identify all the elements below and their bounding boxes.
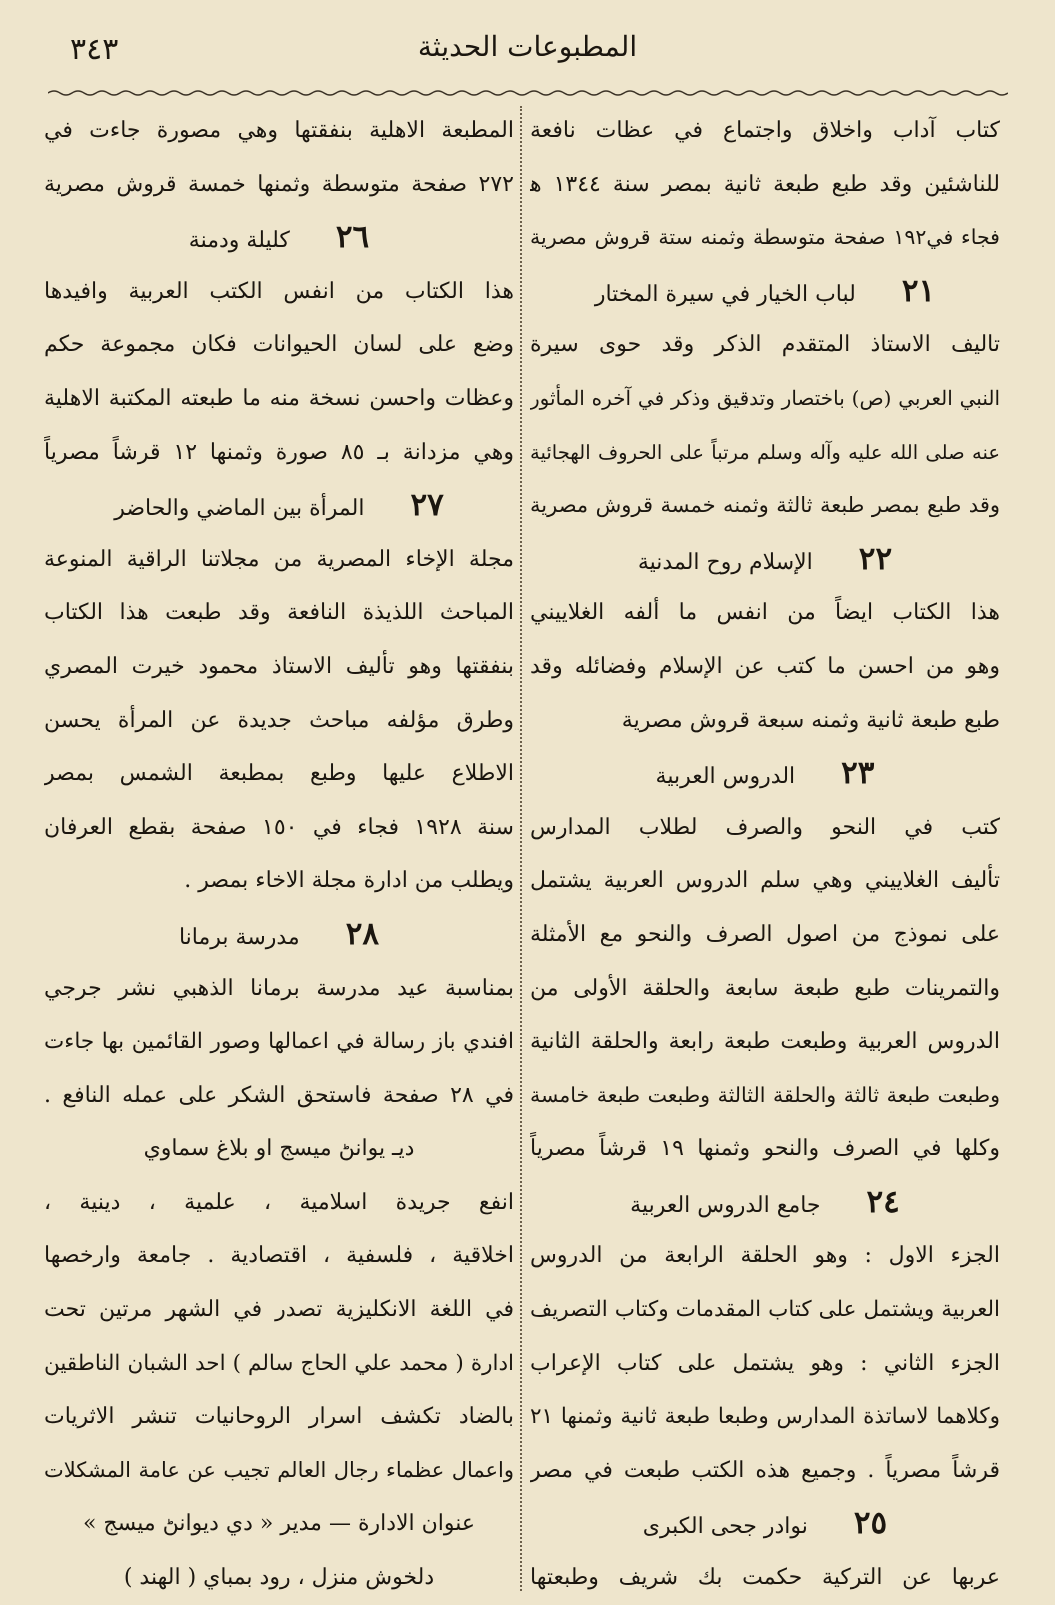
text-line: وقد طبع بمصر طبعة ثالثة وثمنه خمسة قروش مصرية <box>530 493 1000 518</box>
text-line: قرشاً مصرياً . وجميع هذه الكتب طبعت في مصر <box>530 1457 1000 1483</box>
column-divider <box>520 106 522 1591</box>
entry-number: ٢٤ <box>866 1183 900 1220</box>
entry-number: ٢٢ <box>858 540 893 577</box>
text-line: فجاء في١٩٢ صفحة متوسطة وثمنه ستة قروش مصرية <box>530 225 1000 250</box>
column-right <box>530 104 1000 1594</box>
text-line: هذا الكتاب من انفس الكتب العربية وافيدها <box>44 278 514 304</box>
entry-heading <box>530 265 1000 319</box>
text-line: بالضاد تكشف اسرار الروحانيات تنشر الاثريات <box>44 1404 514 1430</box>
entry-number: ٢٧ <box>410 487 444 524</box>
text-line: سنة ١٩٢٨ فجاء في ١٥٠ صفحة بقطع العرفان <box>44 814 514 840</box>
entry-number: ٢٦ <box>335 219 370 256</box>
text-line: عربها عن التركية حكمت بك شريف وطبعتها <box>530 1565 1000 1591</box>
text-line: ادارة ( محمد علي الحاج سالم ) احد الشبان الناطقين <box>44 1350 514 1376</box>
entry-title: الدروس العربية <box>655 764 796 790</box>
entry-heading <box>530 1176 1000 1230</box>
entry-number: ٢١ <box>901 272 936 309</box>
entry-heading <box>530 1497 1000 1551</box>
header-rule <box>48 88 1008 98</box>
entry-title: جامع الدروس العربية <box>630 1192 821 1218</box>
text-line: العربية ويشتمل على كتاب المقدمات وكتاب التصريف <box>530 1297 1000 1323</box>
text-line: وهو من احسن ما كتب عن الإسلام وفضائله وقد <box>530 653 1000 679</box>
text-line: والتمرينات طبع طبعة سابعة والحلقة الأولى من <box>530 975 1000 1001</box>
entry-heading <box>530 747 1000 801</box>
text-line: المطبعة الاهلية بنفقتها وهي مصورة جاءت في <box>44 118 514 143</box>
text-line: على نموذج من اصول الصرف والنحو مع الأمثلة <box>530 921 1000 947</box>
text-line: في اللغة الانكليزية تصدر في الشهر مرتين تحت <box>44 1297 514 1323</box>
entry-heading <box>530 533 1000 587</box>
text-line: هذا الكتاب ايضاً من انفس ما ألفه الغلاييني <box>530 600 1000 626</box>
text-line: الجزء الاول : وهو الحلقة الرابعة من الدروس <box>530 1243 1000 1269</box>
text-line: وكلاهما لاساتذة المدارس وطبعا طبعة ثانية وثمنها ٢١ <box>530 1404 1000 1430</box>
text-line: واعمال عظماء رجال العالم تجيب عن عامة المشكلات <box>44 1457 514 1482</box>
text-line: كتب في النحو والصرف لطلاب المدارس <box>530 814 1000 840</box>
entry-title: الإسلام روح المدنية <box>637 549 813 575</box>
text-line: وطبعت طبعة ثالثة والحلقة الثالثة وطبعت طبعة خامسة <box>530 1082 1000 1107</box>
text-line: بنفقتها وهو تأليف الاستاذ محمود خيرت المصري <box>44 653 514 679</box>
text-line: ٢٧٢ صفحة متوسطة وثمنها خمسة قروش مصرية <box>44 171 514 197</box>
text-line: تأليف الغلاييني وهي سلم الدروس العربية يشتمل <box>530 868 1000 894</box>
entry-heading <box>44 908 514 962</box>
entry-title: لباب الخيار في سيرة المختار <box>594 281 856 307</box>
entry-title: المرأة بين الماضي والحاضر <box>114 496 365 522</box>
centered-line: ديـ يوانڻ ميسج او بلاغ سماوي <box>143 1136 415 1162</box>
entry-number: ٢٥ <box>853 1505 888 1542</box>
entry-title: نوادر جحى الكبرى <box>642 1514 808 1540</box>
text-line: ويطلب من ادارة مجلة الاخاء بمصر . <box>184 868 514 894</box>
text-line: تاليف الاستاذ المتقدم الذكر وقد حوى سيرة <box>530 332 1000 358</box>
text-line: للناشئين وقد طبع طبعة ثانية بمصر سنة ١٣٤٤ ﻫ <box>530 171 1000 197</box>
entry-heading <box>44 211 514 265</box>
entry-number: ٢٣ <box>841 755 875 792</box>
text-line: في ٢٨ صفحة فاستحق الشكر على عمله النافع . <box>44 1082 514 1108</box>
text-line: اخلاقية ، فلسفية ، اقتصادية . جامعة وارخصها <box>44 1243 514 1269</box>
text-line: كتاب آداب واخلاق واجتماع في عظات نافعة <box>530 118 1000 143</box>
running-head: المطبوعات الحديثة <box>417 30 638 63</box>
entry-title: كليلة ودمنة <box>188 228 290 254</box>
text-line: بمناسبة عيد مدرسة برمانا الذهبي نشر جرجي <box>44 975 514 1001</box>
text-line: وطرق مؤلفه مباحث جديدة عن المرأة يحسن <box>44 707 514 733</box>
text-line: طبع طبعة ثانية وثمنه سبعة قروش مصرية <box>621 707 1000 733</box>
centered-line: عنوان الادارة — مدير « دي ديوانڻ ميسج » <box>82 1511 476 1537</box>
page-number: ٣٤٣ <box>70 32 119 67</box>
entry-heading <box>44 479 514 533</box>
text-line: وضع على لسان الحيوانات فكان مجموعة حكم <box>44 332 514 358</box>
text-line: المباحث اللذيذة النافعة وقد طبعت هذا الكتاب <box>44 600 514 626</box>
entry-title: مدرسة برمانا <box>178 924 300 950</box>
text-line: مجلة الإخاء المصرية من مجلاتنا الراقية المنوعة <box>44 546 514 572</box>
text-line: وعظات واحسن نسخة منه ما طبعته المكتبة الاهلية <box>44 385 514 411</box>
text-line: عنه صلى الله عليه وآله وسلم مرتباً على الحروف الهجائية <box>530 440 1000 464</box>
column-left <box>44 104 514 1594</box>
text-line: الجزء الثاني : وهو يشتمل على كتاب الإعراب <box>530 1350 1000 1376</box>
text-line: انفع جريدة اسلامية ، علمية ، دينية ، <box>44 1189 514 1215</box>
text-line: وهي مزدانة بـ ٨٥ صورة وثمنها ١٢ قرشاً مصرياً <box>44 439 514 465</box>
text-line: النبي العربي (ص) باختصار وتدقيق وذكر في آخره المأثور <box>530 385 1000 410</box>
centered-line: دلخوش منزل ، رود بمباي ( الهند ) <box>123 1565 435 1591</box>
entry-number: ٢٨ <box>345 915 380 952</box>
text-line: الدروس العربية وطبعت طبعة رابعة والحلقة الثانية <box>530 1029 1000 1055</box>
page-header <box>0 0 1055 90</box>
text-line: افندي باز رسالة في اعمالها وصور القائمين بها جاءت <box>44 1029 514 1055</box>
text-line: وكلها في الصرف والنحو وثمنها ١٩ قرشاً مصرياً <box>530 1136 1000 1162</box>
text-line: الاطلاع عليها وطبع بمطبعة الشمس بمصر <box>44 761 514 787</box>
